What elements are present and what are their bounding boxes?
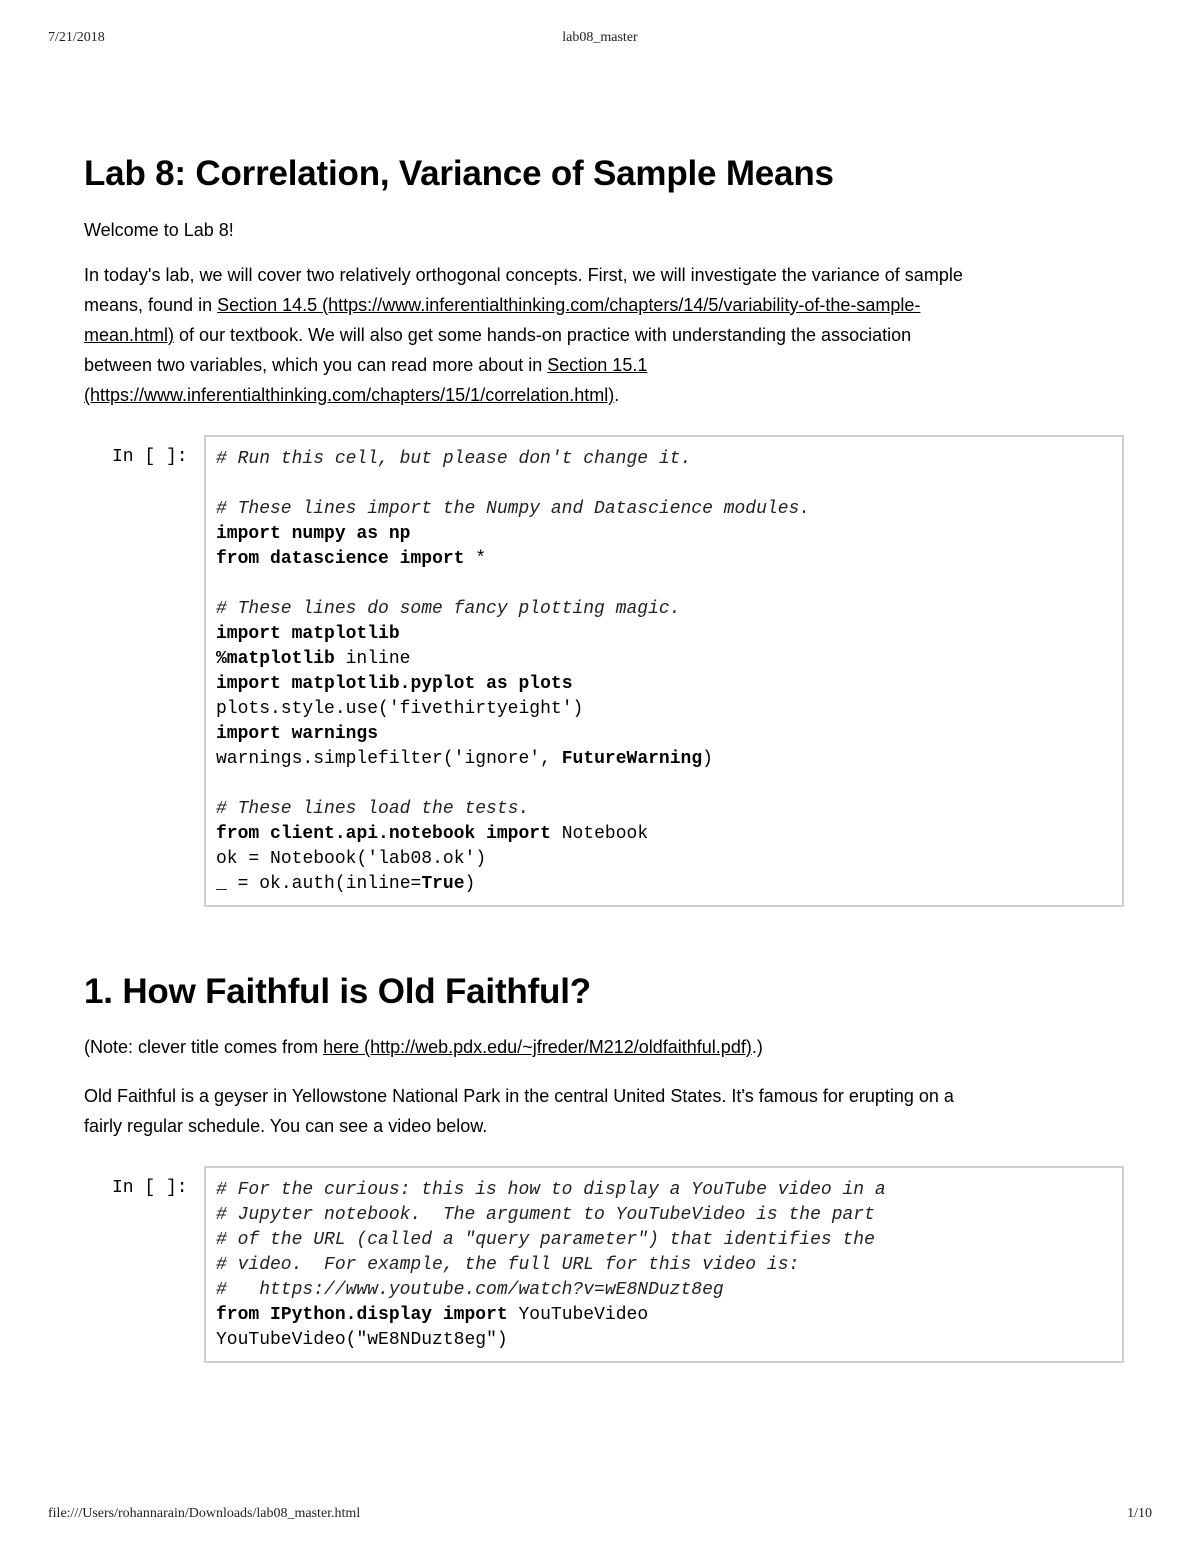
note-text — [84, 1032, 763, 1062]
cell-prompt: In [ ]: — [112, 1178, 188, 1198]
intro-paragraph — [84, 260, 1128, 410]
code-line: import matplotlib — [216, 624, 400, 644]
code-line: warnings.simplefilter('ignore', FutureWarning) — [216, 749, 713, 769]
print-footer — [48, 1506, 1152, 1526]
note-prefix: (Note: clever title comes from — [84, 1037, 324, 1057]
code-line — [216, 472, 1112, 497]
intro-line-2 — [84, 290, 1128, 320]
code-line: plots.style.use('fivethirtyeight') — [216, 699, 584, 719]
intro-line-5 — [84, 380, 1128, 410]
code-line: from IPython.display import YouTubeVideo — [216, 1305, 649, 1325]
intro-line-3 — [84, 320, 1128, 350]
para-line-2: fairly regular schedule. You can see a video below. — [84, 1116, 488, 1136]
code-line: YouTubeVideo("wE8NDuzt8eg") — [216, 1330, 508, 1350]
intro-line-4 — [84, 350, 1128, 380]
old-faithful-paragraph — [84, 1081, 1128, 1141]
code-line: # Run this cell, but please don't change it. — [216, 449, 692, 469]
section-14-5-link[interactable]: Section 14.5 (https://www.inferentialthinking.com/chapters/14/5/variability-of-the-sample- — [217, 295, 921, 315]
code-line: _ = ok.auth(inline=True) — [216, 874, 476, 894]
intro-line-1: In today's lab, we will cover two relatively orthogonal concepts. First, we will investigate the variance of sample — [84, 265, 963, 285]
code-line: %matplotlib inline — [216, 649, 411, 669]
section-15-1-link-cont[interactable]: (https://www.inferentialthinking.com/chapters/15/1/correlation.html) — [84, 385, 615, 405]
code-line: from client.api.notebook import Notebook — [216, 824, 649, 844]
intro-text: of our textbook. We will also get some hands-on practice with understanding the association — [174, 325, 912, 345]
code-line: # video. For example, the full URL for this video is: — [216, 1255, 800, 1275]
print-file-path: file:///Users/rohannarain/Downloads/lab08_master.html — [48, 1506, 361, 1521]
code-line: # Jupyter notebook. The argument to YouTubeVideo is the part — [216, 1205, 875, 1225]
print-date: 7/21/2018 — [48, 30, 105, 45]
code-line — [216, 572, 1112, 597]
print-title: lab08_master — [562, 30, 638, 45]
para-line-1: Old Faithful is a geyser in Yellowstone National Park in the central United States. It's famous for erupting on a — [84, 1086, 954, 1106]
code-cell-1 — [84, 435, 1128, 907]
code-input-2[interactable] — [204, 1166, 1124, 1363]
section-14-5-link-cont[interactable]: mean.html) — [84, 325, 175, 345]
intro-text: means, found in — [84, 295, 218, 315]
code-line: # These lines import the Numpy and Datascience modules. — [216, 499, 811, 519]
code-line — [216, 772, 1112, 797]
code-cell-2 — [84, 1166, 1128, 1363]
code-line: # These lines load the tests. — [216, 799, 530, 819]
intro-text: between two variables, which you can read more about in — [84, 355, 548, 375]
code-line: ok = Notebook('lab08.ok') — [216, 849, 487, 869]
welcome-text: Welcome to Lab 8! — [84, 220, 234, 240]
cell-prompt: In [ ]: — [112, 447, 188, 467]
print-page-number: 1/10 — [1127, 1506, 1152, 1521]
oldfaithful-pdf-link[interactable]: here (http://web.pdx.edu/~jfreder/M212/oldfaithful.pdf) — [323, 1037, 752, 1057]
code-input-1[interactable] — [204, 435, 1124, 907]
code-line: # These lines do some fancy plotting magic. — [216, 599, 681, 619]
code-line: import numpy as np — [216, 524, 411, 544]
code-line: # For the curious: this is how to display a YouTube video in a — [216, 1180, 886, 1200]
note-suffix: .) — [751, 1037, 763, 1057]
section-heading: 1. How Faithful is Old Faithful? — [84, 972, 591, 1011]
intro-text: . — [614, 385, 620, 405]
code-line: import matplotlib.pyplot as plots — [216, 674, 573, 694]
code-line: # https://www.youtube.com/watch?v=wE8NDuzt8eg — [216, 1280, 724, 1300]
section-15-1-link[interactable]: Section 15.1 — [547, 355, 648, 375]
code-line: # of the URL (called a "query parameter") that identifies the — [216, 1230, 875, 1250]
code-line: from datascience import * — [216, 549, 487, 569]
code-line: import warnings — [216, 724, 379, 744]
page-title: Lab 8: Correlation, Variance of Sample Means — [84, 154, 834, 193]
print-header — [48, 30, 1152, 50]
